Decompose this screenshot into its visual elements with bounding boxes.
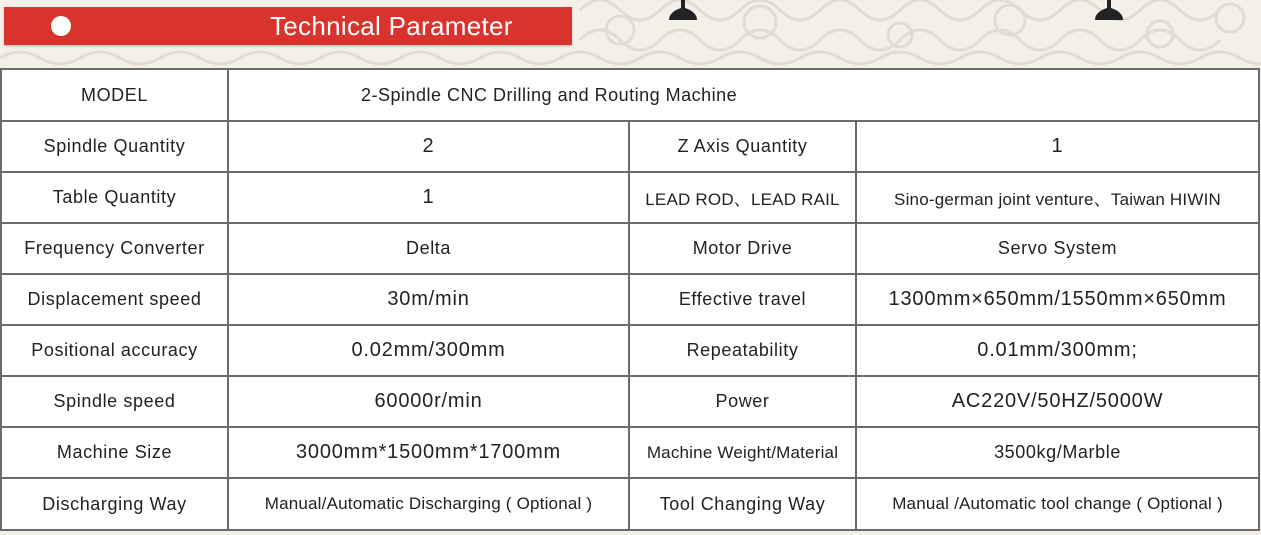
pendant-lamp-icon [1094, 0, 1124, 22]
table-row-model [1, 69, 1259, 121]
parameter-value: Manual/Automatic Discharging ( Optional ) [228, 478, 629, 530]
parameter-label: Repeatability [629, 325, 856, 376]
parameter-label: Positional accuracy [1, 325, 228, 376]
parameter-value: Manual /Automatic tool change ( Optional ) [856, 478, 1259, 530]
parameter-label: Machine Weight/Material [629, 427, 856, 478]
parameter-value: 1 [856, 121, 1259, 172]
parameter-value: Servo System [856, 223, 1259, 274]
parameter-value: 1300mm×650mm/1550mm×650mm [856, 274, 1259, 325]
parameter-value: Delta [228, 223, 629, 274]
table-row [1, 121, 1259, 172]
parameter-label: Power [629, 376, 856, 427]
parameter-label: Tool Changing Way [629, 478, 856, 530]
parameter-value: 0.01mm/300mm; [856, 325, 1259, 376]
parameter-value: Sino-german joint venture、Taiwan HIWIN [856, 172, 1259, 223]
parameter-value: 0.02mm/300mm [228, 325, 629, 376]
table-row [1, 478, 1259, 530]
section-title: Technical Parameter [270, 11, 513, 41]
table-row [1, 223, 1259, 274]
parameter-label: Table Quantity [1, 172, 228, 223]
parameter-label: Discharging Way [1, 478, 228, 530]
model-label: MODEL [1, 69, 228, 121]
table-row [1, 376, 1259, 427]
table-row [1, 274, 1259, 325]
parameter-value: AC220V/50HZ/5000W [856, 376, 1259, 427]
parameter-label: Motor Drive [629, 223, 856, 274]
parameter-label: Z Axis Quantity [629, 121, 856, 172]
technical-parameter-table [0, 68, 1260, 531]
parameter-label: Frequency Converter [1, 223, 228, 274]
section-header-banner [4, 7, 572, 45]
parameter-label: LEAD ROD、LEAD RAIL [629, 172, 856, 223]
parameter-value: 1 [228, 172, 629, 223]
parameter-value: 3000mm*1500mm*1700mm [228, 427, 629, 478]
bullet-dot-icon [51, 16, 71, 36]
parameter-label: Spindle Quantity [1, 121, 228, 172]
table-row [1, 427, 1259, 478]
parameter-label: Effective travel [629, 274, 856, 325]
parameter-label: Displacement speed [1, 274, 228, 325]
parameter-value: 2 [228, 121, 629, 172]
parameter-label: Spindle speed [1, 376, 228, 427]
parameter-value: 60000r/min [228, 376, 629, 427]
pendant-lamp-icon [668, 0, 698, 22]
table-row [1, 325, 1259, 376]
table-row [1, 172, 1259, 223]
parameter-value: 30m/min [228, 274, 629, 325]
parameter-label: Machine Size [1, 427, 228, 478]
parameter-value: 3500kg/Marble [856, 427, 1259, 478]
model-value: 2-Spindle CNC Drilling and Routing Machine [228, 69, 1259, 121]
